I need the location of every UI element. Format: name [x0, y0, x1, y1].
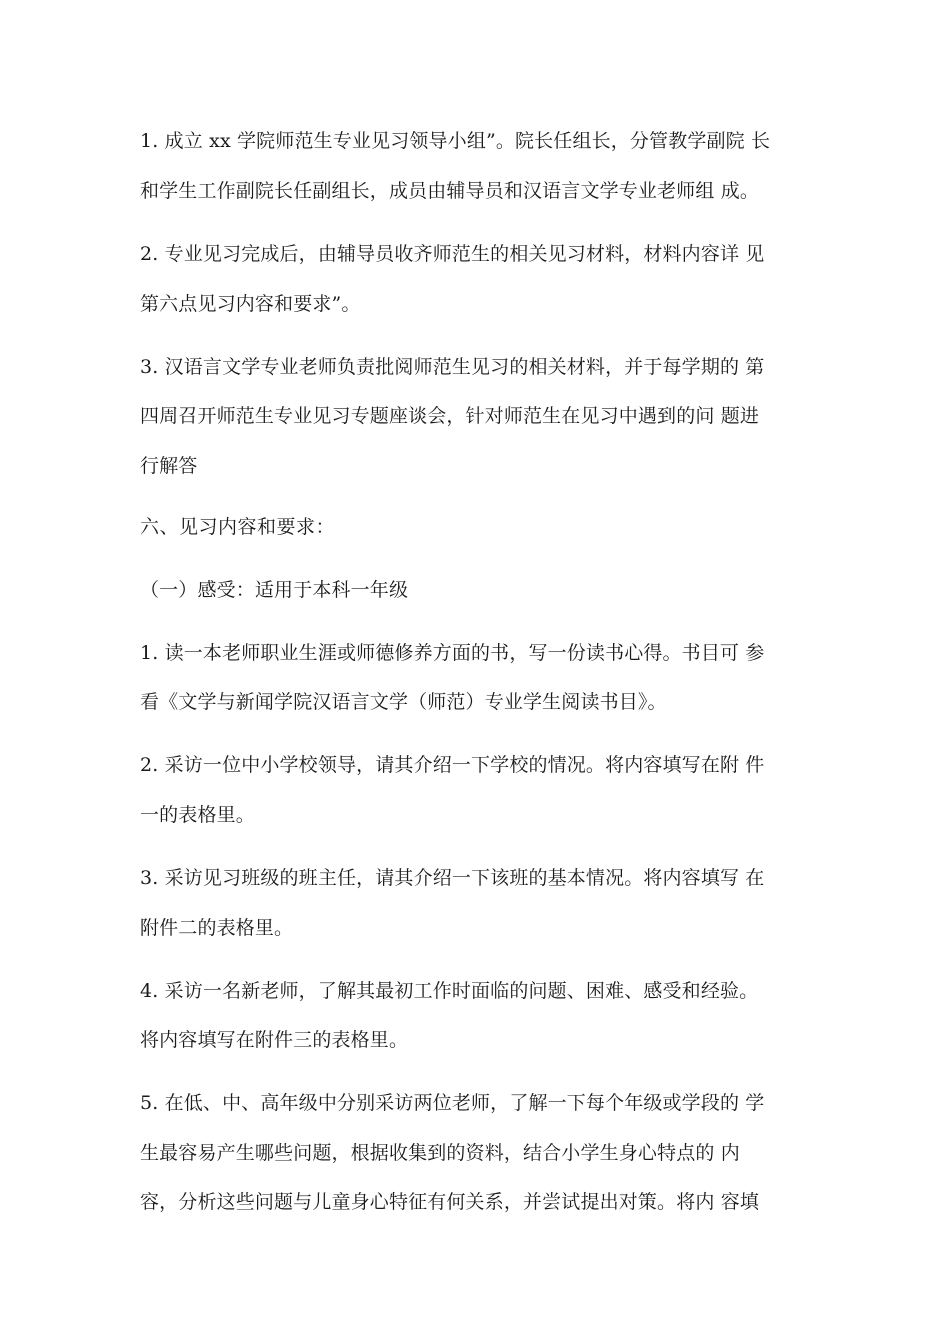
item-2-line-1: 2. 专业见习完成后，由辅导员收齐师范生的相关见习材料，材料内容详 见 [140, 243, 765, 265]
task-3-line-1: 3. 采访见习班级的班主任，请其介绍一下该班的基本情况。将内容填写 在 [140, 867, 765, 889]
subsection-heading: （一）感受：适用于本科一年级 [140, 579, 409, 601]
task-2-line-1: 2. 采访一位中小学校领导，请其介绍一下学校的情况。将内容填写在附 件 [140, 754, 765, 776]
task-1-line-1: 1. 读一本老师职业生涯或师德修养方面的书，写一份读书心得。书目可 参 [140, 642, 765, 664]
item-2-line-2: 第六点见习内容和要求”。 [140, 293, 361, 315]
task-1-line-2: 看《文学与新闻学院汉语言文学（师范）专业学生阅读书目》。 [140, 691, 667, 713]
task-2-line-2: 一的表格里。 [140, 804, 255, 826]
item-1-line-2: 和学生工作副院长任副组长，成员由辅导员和汉语言文学专业老师组 成。 [140, 180, 759, 202]
item-3-line-1: 3. 汉语言文学专业老师负责批阅师范生见习的相关材料，并于每学期的 第 [140, 356, 765, 378]
section-heading: 六、见习内容和要求： [140, 516, 336, 538]
task-4-line-1: 4. 采访一名新老师，了解其最初工作时面临的问题、困难、感受和经验。 [140, 980, 759, 1002]
item-3-line-2: 四周召开师范生专业见习专题座谈会，针对师范生在见习中遇到的问 题进 [140, 405, 759, 427]
item-3-line-3: 行解答 [140, 455, 198, 477]
task-4-line-2: 将内容填写在附件三的表格里。 [140, 1029, 409, 1051]
task-5-line-3: 容，分析这些问题与儿童身心特征有何关系，并尝试提出对策。将内 容填 [140, 1191, 759, 1213]
task-5-line-2: 生最容易产生哪些问题，根据收集到的资料，结合小学生身心特点的 内 [140, 1142, 740, 1164]
item-1-line-1: 1. 成立 xx 学院师范生专业见习领导小组”。院长任组长，分管教学副院 长 [140, 130, 771, 152]
task-3-line-2: 附件二的表格里。 [140, 917, 294, 939]
task-5-line-1: 5. 在低、中、高年级中分别采访两位老师，了解一下每个年级或学段的 学 [140, 1092, 765, 1114]
